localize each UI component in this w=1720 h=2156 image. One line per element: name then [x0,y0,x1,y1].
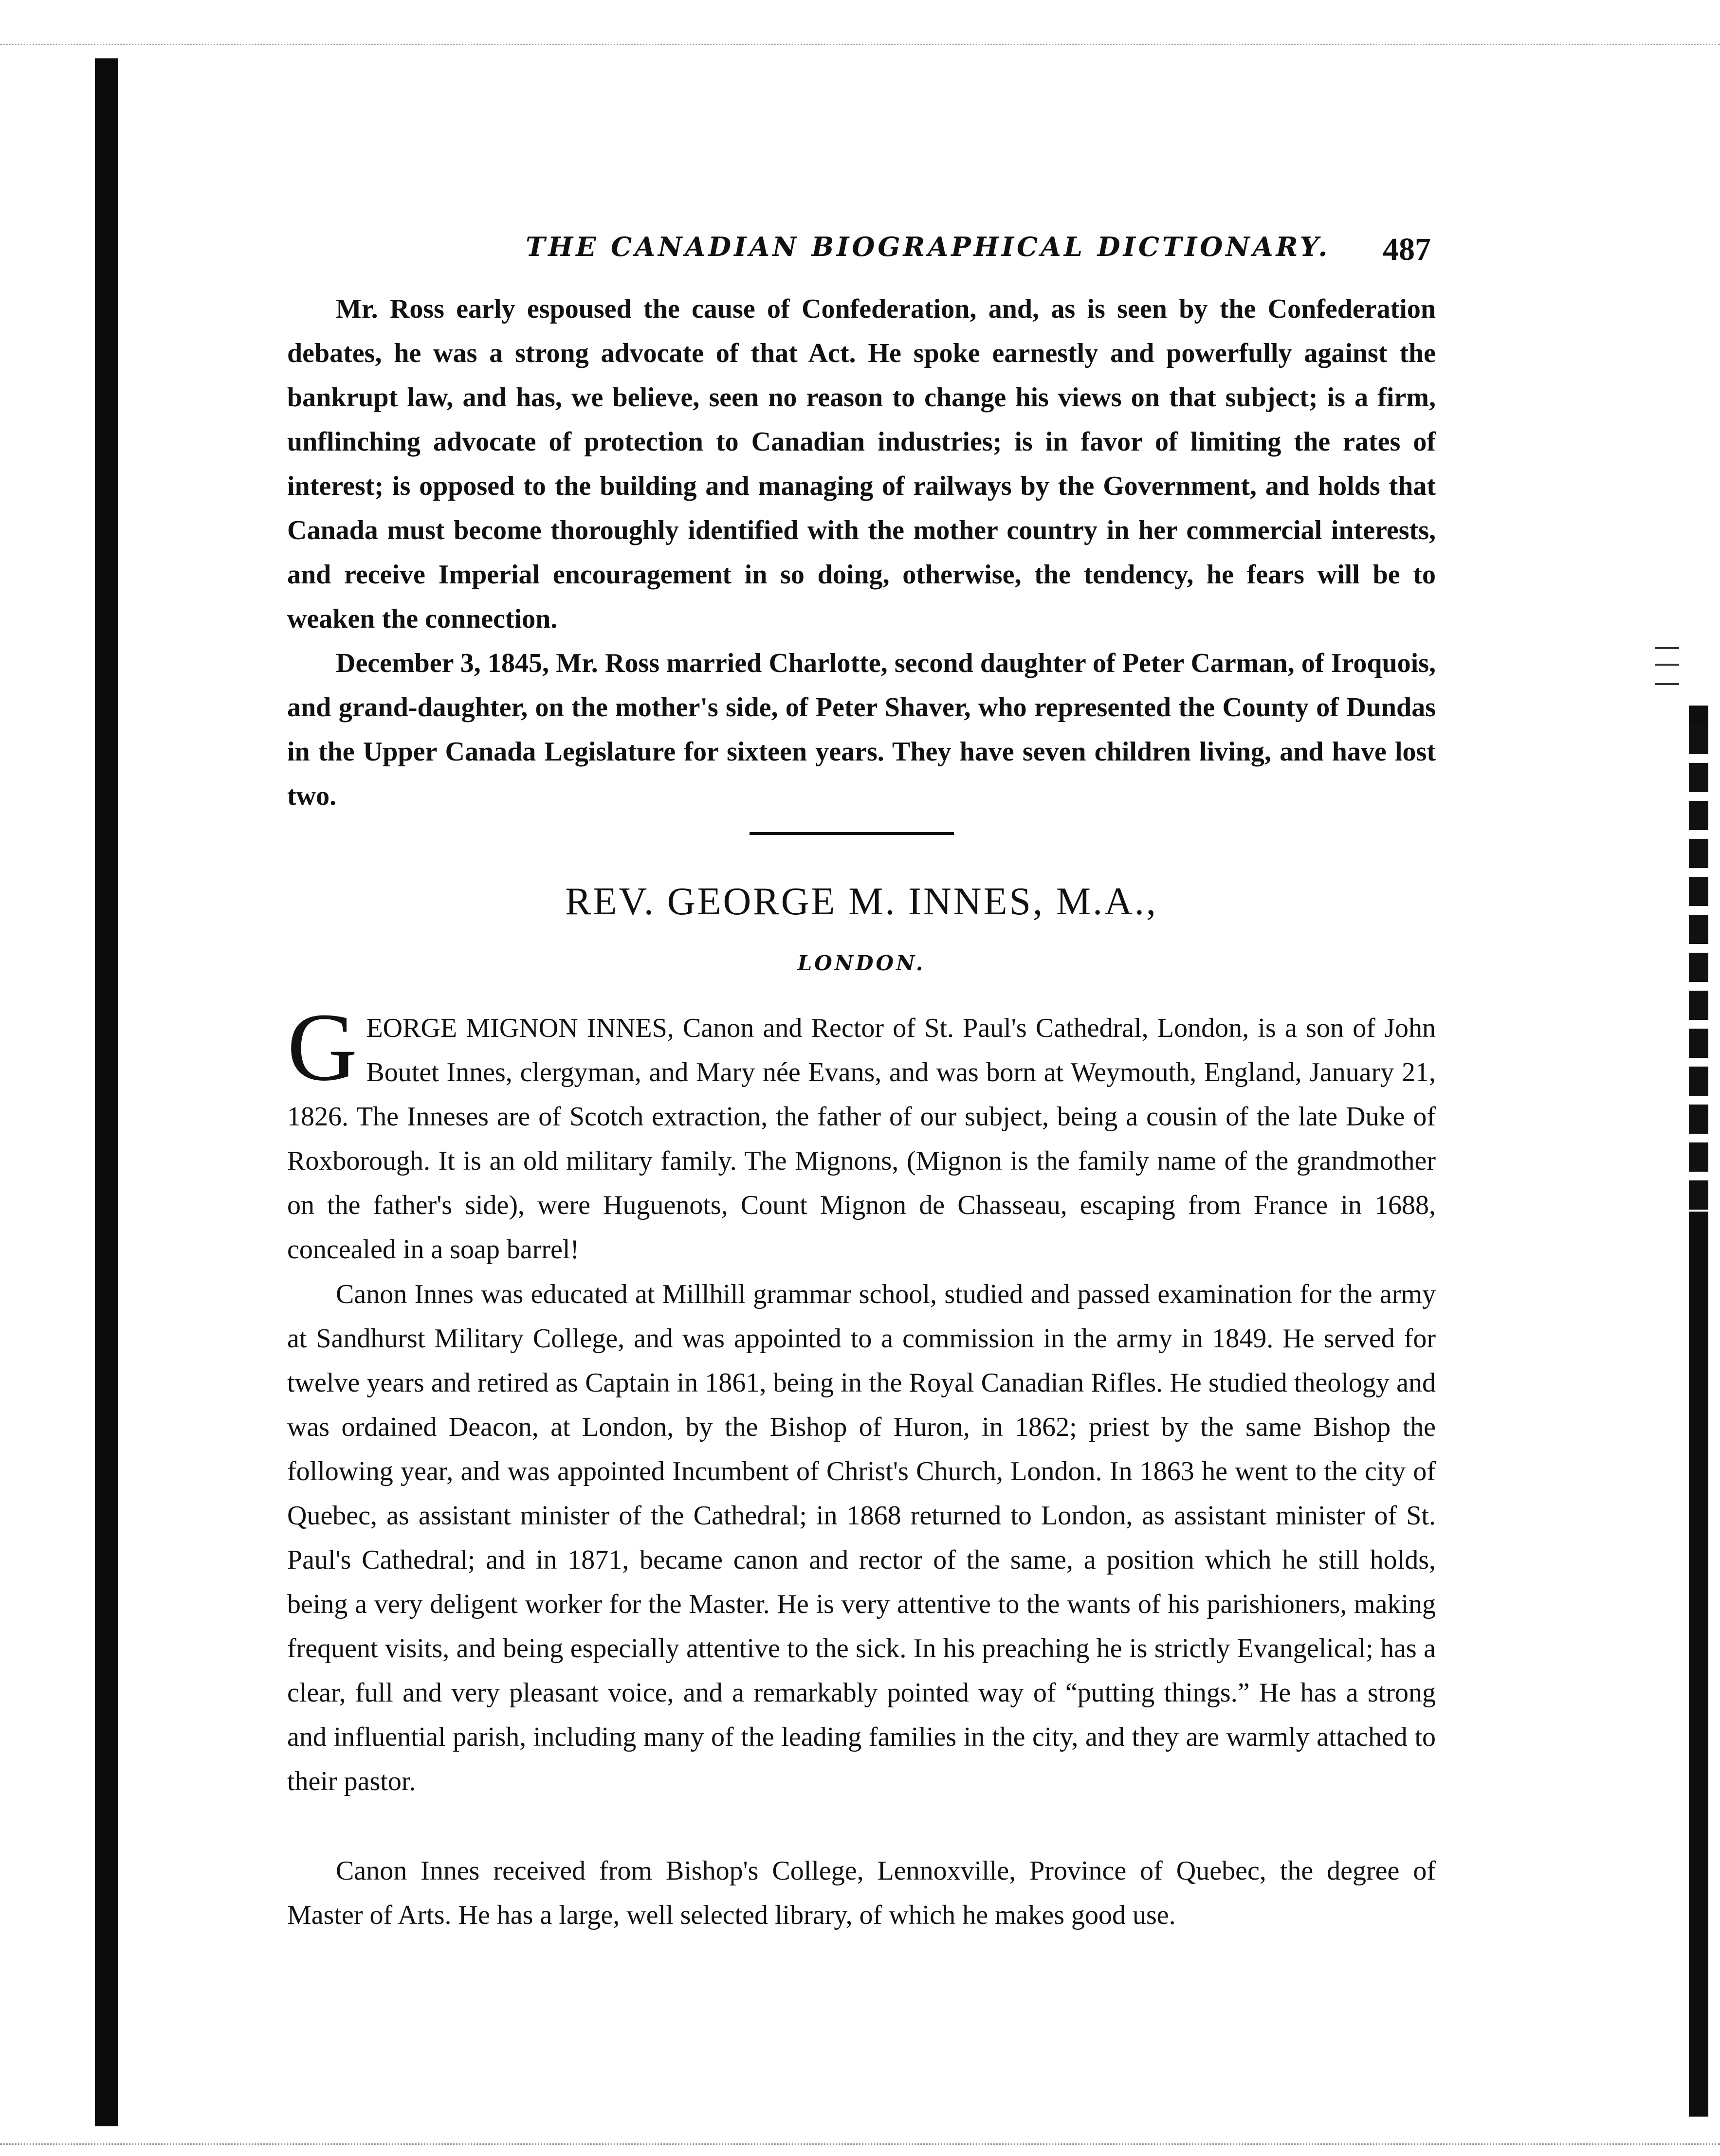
binding-edge [95,58,118,2126]
margin-tick-marks [1655,647,1679,685]
scan-bottom-edge [0,2143,1720,2145]
entry-heading: REV. GEORGE M. INNES, M.A., [565,880,1158,923]
page-number: 487 [1383,232,1431,267]
innes-paragraph-1: GEORGE MIGNON INNES, Canon and Rector of St. Paul's Cathedral, London, is a son of John Boutet Innes, clergyman, and Mary née Evans, and was born at Weymouth, England, January 21, 1826. The Inneses are of Scotch extraction, the father of our subject, being a cousin of the late Duke of Roxborough. It is an old military family. The Mignons, (Mignon is the family name of the grandmother on the father's side), were Huguenots, Count Mignon de Chasseau, escaping from France in 1688, concealed in a soap barrel! [287,994,1436,1265]
innes-paragraph-3: Canon Innes received from Bishop's College, Lennoxville, Province of Quebec, the degree of Master of Arts. He has a large, well selected library, of which he makes good use. [287,1856,1436,1930]
running-title: THE CANADIAN BIOGRAPHICAL DICTIONARY. [526,231,1331,262]
drop-cap: G [287,994,358,1101]
scan-top-edge [0,44,1720,45]
entry-place: LONDON. [797,951,926,975]
running-head [311,221,1431,275]
ross-paragraph-1: Mr. Ross early espoused the cause of Confederation, and, as is seen by the Confederation debates, he was a strong advocate of that Act. He spoke earnestly and powerfully against the bankrupt law, and has, we believe, seen no reason to change his views on that subject; is a firm, unflinching advocate of protection to Canadian industries; is in favor of limiting the rates of interest; is opposed to the building and managing of railways by the Government, and holds that Canada must become thoroughly identified with the mother country in her commercial interests, and receive Imperial encouragement in so doing, otherwise, the tendency, he fears will be to weaken the connection. [287,294,1436,634]
section-divider-rule [750,832,954,835]
ross-paragraph-2: December 3, 1845, Mr. Ross married Charlotte, second daughter of Peter Carman, of Iroquois, and grand-daughter, on the mother's side, of Peter Shaver, who represented the County of Dundas in the Upper Canada Legislature for sixteen years. They have seven children living, and have lost two. [287,648,1436,811]
page-gutter-marks [1689,725,1708,1212]
innes-paragraph-2: Canon Innes was educated at Millhill grammar school, studied and passed examination for the army at Sandhurst Military College, and was appointed to a commission in the army in 1849. He served for twelve years and retired as Captain in 1861, being in the Royal Canadian Rifles. He studied theology and was ordained Deacon, at London, by the Bishop of Huron, in 1862; priest by the same Bishop the following year, and was appointed Incumbent of Christ's Church, London. In 1863 he went to the city of Quebec, as assistant minister of the Cathedral; in 1868 returned to London, as assistant minister of St. Paul's Cathedral; and in 1871, became canon and rector of the same, a position which he still holds, being a very deligent worker for the Master. He is very attentive to the wants of his parishioners, making frequent visits, and being especially attentive to the sick. In his preaching he is strictly Evangelical; has a clear, full and very pleasant voice, and a remarkably pointed way of “putting things.” He has a strong and influential parish, including many of the leading families in the city, and they are warmly attached to their pastor. [287,1279,1436,1796]
